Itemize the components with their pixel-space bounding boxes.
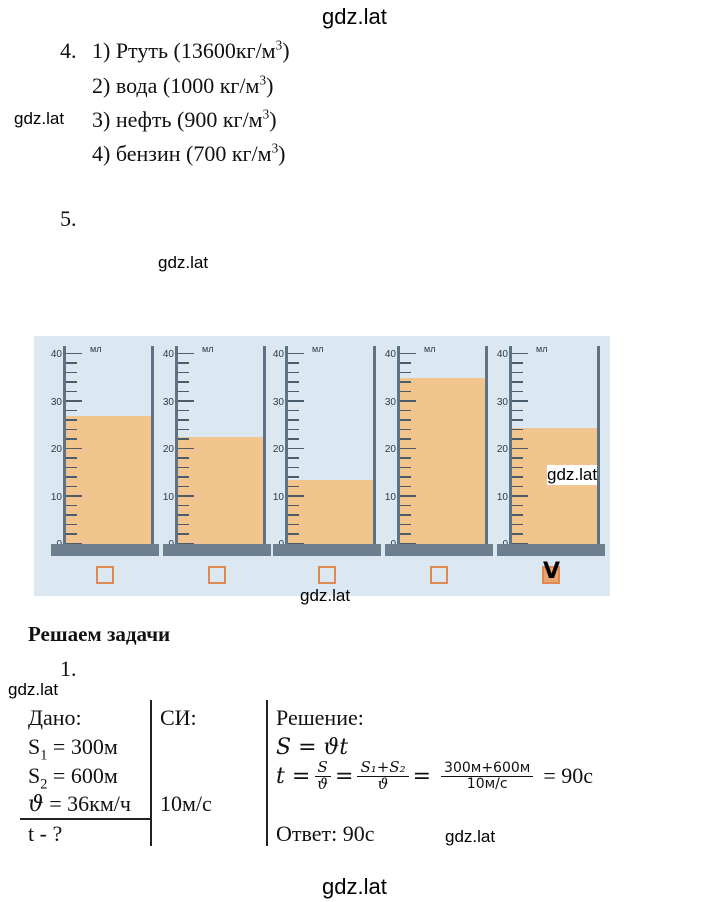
scale-tick [178, 429, 189, 431]
scale-label: 10 [162, 491, 174, 503]
cylinder-right-wall [485, 346, 488, 544]
scale-tick [400, 372, 411, 374]
scale-label: 40 [496, 349, 508, 360]
scale-tick [178, 524, 189, 526]
task4-item: 2) вода (1000 $кг/м^3$) [92, 72, 274, 98]
scale-tick [512, 362, 523, 364]
scale-tick [66, 429, 77, 431]
scale-tick [288, 353, 304, 355]
scale-tick [66, 524, 77, 526]
scale-tick [512, 381, 523, 383]
scale-tick [178, 419, 189, 421]
scale-tick [66, 495, 82, 497]
column-divider-2 [266, 700, 268, 846]
scale-tick [400, 410, 411, 412]
scale-tick [512, 457, 523, 459]
scale-tick [66, 486, 77, 488]
scale-tick [400, 457, 411, 459]
scale-tick [512, 495, 528, 497]
problem-number: 1. [60, 656, 77, 681]
scale-tick [66, 438, 77, 440]
scale-tick [178, 476, 189, 478]
cylinder-right-wall [373, 346, 376, 544]
scale-tick [178, 514, 189, 516]
scale-tick [66, 514, 77, 516]
scale-label: 20 [384, 444, 396, 455]
scale-tick [512, 429, 523, 431]
scale-tick [288, 438, 299, 440]
scale-tick [400, 419, 411, 421]
scale-tick [512, 533, 523, 535]
cylinder-base [273, 544, 381, 556]
formula-s-eq-vt: S = ϑt [276, 735, 349, 760]
scale-tick [178, 486, 189, 488]
scale-tick [288, 419, 299, 421]
scale-tick [66, 448, 82, 450]
scale-label: 10 [50, 491, 62, 503]
formula-time: t = $\frac{S}{ϑ}$ = $\frac{\text{S₁+S₂}}{ϑ}$ = $\frac{300м+600м}{10м/с}$ = 90с [276, 758, 594, 793]
scale-label: 40 [384, 349, 396, 360]
scale-label: 40 [162, 349, 174, 360]
scale-label: 30 [272, 396, 284, 408]
liquid-level [175, 437, 263, 544]
scale-label: 30 [50, 396, 62, 408]
unit-label: мл [202, 344, 214, 354]
scale-tick [512, 476, 523, 478]
scale-tick [178, 372, 189, 374]
answer-checkbox[interactable] [318, 566, 336, 584]
fraction-sum-over-v: $\frac{\text{S₁+S₂}}{ϑ}$ [357, 760, 408, 793]
scale-tick [178, 362, 189, 364]
scale-tick [288, 514, 299, 516]
scale-tick [288, 505, 299, 507]
answer: Ответ: 90с [276, 821, 375, 846]
scale-tick [512, 486, 523, 488]
scale-tick [288, 486, 299, 488]
cylinder-right-wall [597, 346, 600, 544]
check-mark: V [543, 559, 561, 584]
scale-tick [512, 467, 523, 469]
answer-checkbox[interactable] [208, 566, 226, 584]
find-quantity: t - ? [28, 821, 63, 846]
scale-tick [288, 372, 299, 374]
formula-result: = 90с [543, 763, 594, 789]
scale-tick [400, 438, 411, 440]
scale-tick [400, 476, 411, 478]
scale-tick [288, 410, 299, 412]
scale-tick [66, 353, 82, 355]
measuring-cylinder [380, 346, 488, 556]
given-s2: $S_2 = 600м$ [28, 763, 118, 793]
scale-tick [288, 391, 299, 393]
scale-tick [288, 381, 299, 383]
cylinder-base [51, 544, 159, 556]
scale-tick [66, 476, 77, 478]
unit-label: мл [312, 344, 324, 354]
scale-tick [512, 410, 523, 412]
watermark-figure: gdz.lat [547, 465, 598, 484]
scale-tick [288, 533, 299, 535]
measuring-cylinders-figure [34, 336, 610, 596]
scale-tick [178, 533, 189, 535]
column-divider-1 [150, 700, 152, 846]
solution-header: Решение: [276, 705, 364, 730]
scale-tick [400, 505, 411, 507]
scale-tick [400, 467, 411, 469]
answer-checkbox[interactable] [542, 559, 561, 584]
scale-tick [400, 353, 416, 355]
scale-tick [512, 372, 523, 374]
scale-tick [178, 467, 189, 469]
scale-tick [178, 353, 194, 355]
scale-tick [66, 391, 77, 393]
cylinder-base [497, 544, 605, 556]
scale-tick [288, 476, 299, 478]
scale-label: 10 [496, 491, 508, 503]
scale-tick [400, 524, 411, 526]
scale-label: 30 [384, 396, 396, 408]
scale-tick [178, 400, 194, 402]
scale-tick [400, 391, 411, 393]
scale-tick [288, 400, 304, 402]
scale-tick [178, 505, 189, 507]
scale-label: 30 [496, 396, 508, 408]
scale-tick [66, 467, 77, 469]
unit-label: мл [424, 344, 436, 354]
measuring-cylinder [492, 346, 600, 556]
watermark-bottom: gdz.lat [322, 874, 387, 899]
fraction-values: $\frac{300м+600м}{10м/с}$ [441, 761, 533, 791]
given-speed: ϑ = 36км/ч [28, 791, 131, 817]
scale-tick [512, 524, 523, 526]
task4-item: 1) Ртуть $(13600кг/м^3)$ [92, 37, 290, 63]
scale-tick [178, 438, 189, 440]
scale-tick [400, 381, 411, 383]
scale-tick [178, 381, 189, 383]
measuring-cylinder [158, 346, 266, 556]
task5-number: 5. [60, 206, 77, 231]
task4-item: 3) нефть (900 $кг/м^3$) [92, 106, 277, 132]
cylinder-base [163, 544, 271, 556]
scale-tick [66, 457, 77, 459]
scale-tick [178, 448, 194, 450]
scale-label: 20 [272, 444, 284, 455]
scale-label: 20 [50, 444, 62, 455]
scale-tick [66, 400, 82, 402]
scale-label: 10 [384, 491, 396, 503]
scale-tick [66, 372, 77, 374]
task4-item: 4) бензин (700 $кг/м^3$) [92, 140, 286, 166]
scale-tick [512, 438, 523, 440]
watermark-mid: gdz.lat [158, 253, 209, 272]
si-header: СИ: [160, 705, 197, 730]
watermark-top: gdz.lat [322, 4, 387, 29]
measuring-cylinder [46, 346, 154, 556]
cylinder-right-wall [151, 346, 154, 544]
watermark-left-2: gdz.lat [8, 680, 59, 699]
unit-label: мл [536, 344, 548, 354]
scale-tick [512, 505, 523, 507]
scale-tick [400, 429, 411, 431]
scale-tick [512, 391, 523, 393]
scale-label: 10 [272, 491, 284, 503]
scale-tick [288, 457, 299, 459]
measuring-cylinder [268, 346, 376, 556]
given-header: Дано: [28, 705, 82, 730]
scale-label: 20 [496, 444, 508, 455]
scale-tick [66, 410, 77, 412]
fraction-s-over-v: $\frac{S}{ϑ}$ [314, 760, 331, 793]
scale-tick [178, 457, 189, 459]
scale-tick [178, 495, 194, 497]
section-title: Решаем задачи [28, 622, 171, 646]
watermark-left: gdz.lat [14, 109, 65, 128]
scale-tick [178, 391, 189, 393]
scale-tick [288, 467, 299, 469]
scale-tick [288, 362, 299, 364]
scale-tick [288, 448, 304, 450]
scale-tick [512, 514, 523, 516]
task4-number: 4. [60, 38, 77, 63]
si-value: 10м/с [160, 791, 212, 816]
given-underline [20, 818, 151, 820]
watermark-answer: gdz.lat [445, 827, 496, 846]
scale-tick [400, 362, 411, 364]
answer-checkbox[interactable] [96, 566, 114, 584]
cylinder-base [385, 544, 493, 556]
scale-tick [512, 419, 523, 421]
scale-tick [400, 495, 416, 497]
liquid-level [397, 378, 485, 544]
unit-label: мл [90, 344, 102, 354]
scale-tick [288, 524, 299, 526]
watermark-under-figure: gdz.lat [300, 586, 351, 605]
scale-tick [178, 410, 189, 412]
scale-tick [512, 448, 528, 450]
scale-tick [400, 448, 416, 450]
scale-tick [66, 419, 77, 421]
scale-tick [512, 353, 528, 355]
scale-label: 30 [162, 396, 174, 408]
scale-tick [288, 495, 304, 497]
given-s1: $S_1 = 300м$ [28, 734, 118, 764]
cylinder-right-wall [263, 346, 266, 544]
scale-tick [66, 362, 77, 364]
scale-label: 20 [162, 444, 174, 455]
scale-tick [66, 533, 77, 535]
scale-tick [400, 400, 416, 402]
scale-tick [66, 505, 77, 507]
scale-tick [400, 486, 411, 488]
scale-tick [512, 400, 528, 402]
scale-label: 40 [50, 349, 62, 360]
scale-tick [288, 429, 299, 431]
scale-tick [400, 533, 411, 535]
answer-checkbox[interactable] [430, 566, 448, 584]
scale-label: 40 [272, 349, 284, 360]
scale-tick [66, 381, 77, 383]
scale-tick [400, 514, 411, 516]
